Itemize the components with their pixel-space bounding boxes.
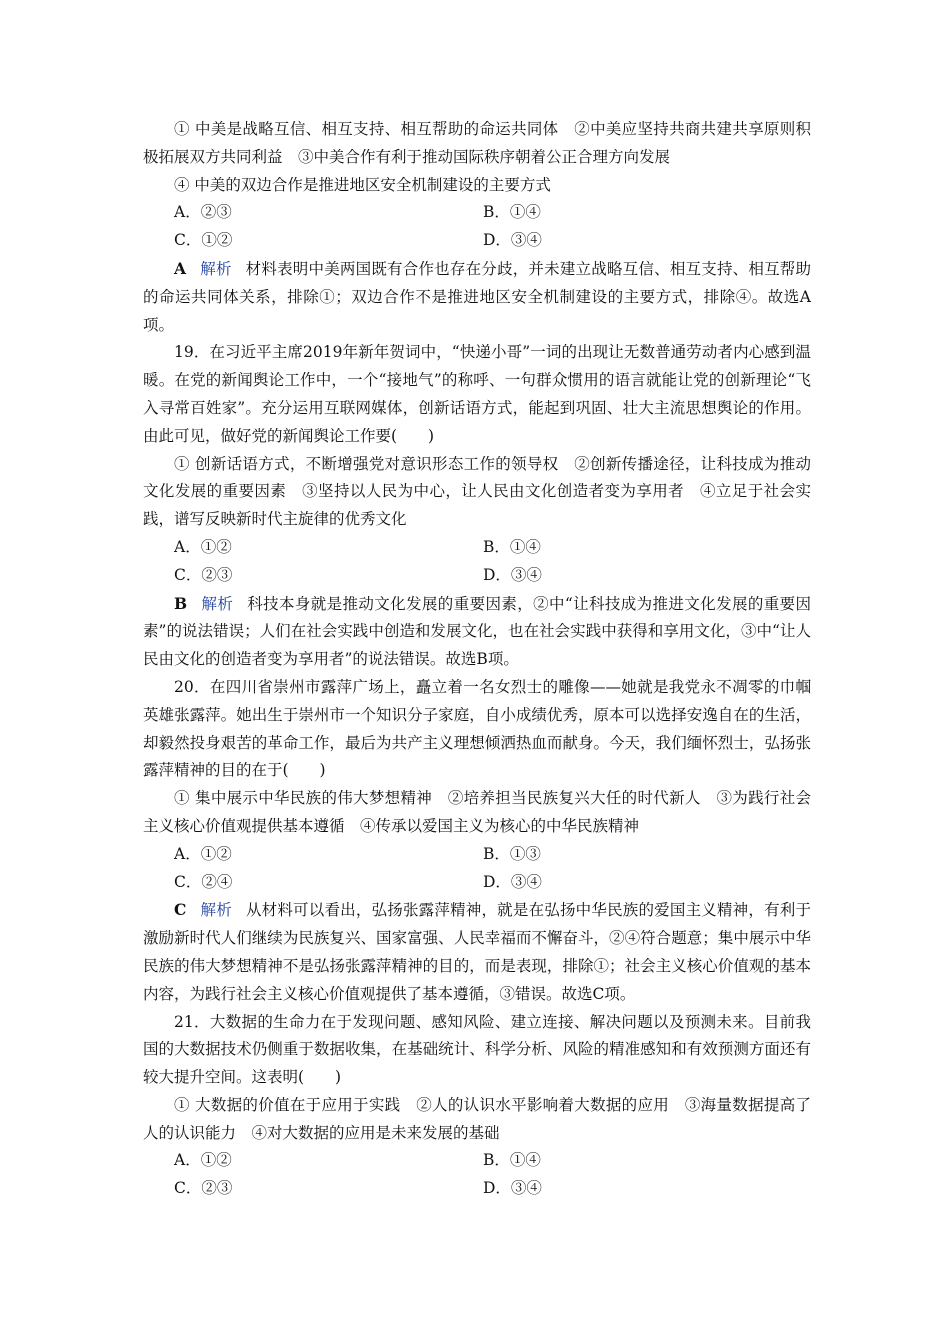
analysis-tag: 解析 bbox=[200, 901, 232, 920]
q21-options-row1 bbox=[143, 1147, 811, 1175]
answer-letter: A bbox=[174, 258, 187, 278]
option-c: C．②④ bbox=[174, 872, 233, 891]
option-d: D．③④ bbox=[483, 565, 542, 584]
q18-statement-4: ④ 中美的双边合作是推进地区安全机制建设的主要方式 bbox=[174, 175, 551, 194]
option-b: B．①④ bbox=[483, 203, 541, 222]
q20-analysis bbox=[143, 896, 811, 1008]
option-d: D．③④ bbox=[483, 231, 542, 250]
analysis-tag: 解析 bbox=[201, 594, 234, 613]
option-b: B．①④ bbox=[483, 1151, 541, 1170]
analysis-text: 从材料可以看出，弘扬张露萍精神，就是在弘扬中华民族的爱国主义精神，有利于激励新时代人们继续为民族复兴、国家富强、人民幸福而不懈奋斗，②④符合题意；集中展示中华民族的伟大梦想精神不是弘扬张露萍精神的目的，而是表现，排除①；社会主义核心价值观的基本内容，为践行社会主义核心价值观提供了基本遵循，③错误。故选C项。 bbox=[143, 901, 811, 1003]
option-a: A．①② bbox=[174, 1151, 232, 1170]
analysis-tag: 解析 bbox=[200, 259, 232, 278]
q19-analysis bbox=[143, 590, 811, 674]
answer-letter: C bbox=[174, 900, 187, 920]
q21-statements: ① 大数据的价值在于应用于实践 ②人的认识水平影响着大数据的应用 ③海量数据提高了人的认识能力 ④对大数据的应用是未来发展的基础 bbox=[143, 1095, 811, 1142]
q20-options-row1 bbox=[143, 841, 811, 869]
option-a: A．①② bbox=[174, 537, 232, 556]
q19-question: 19．在习近平主席2019年新年贺词中，“快递小哥”一词的出现让无数普通劳动者内心感到温暖。在党的新闻舆论工作中，一个“接地气”的称呼、一句群众惯用的语言就能让党的创新理论“飞入寻常百姓家”。充分运用互联网媒体，创新话语方式，能起到巩固、壮大主流思想舆论的作用。由此可见，做好党的新闻舆论工作要( ) bbox=[143, 343, 811, 445]
option-a: A．②③ bbox=[174, 203, 232, 222]
q18-options-row1 bbox=[143, 199, 811, 227]
option-d: D．③④ bbox=[483, 872, 542, 891]
q20-options-row2 bbox=[143, 869, 811, 897]
q19-options-row1 bbox=[143, 534, 811, 562]
analysis-text: 科技本身就是推动文化发展的重要因素，②中“让科技成为推进文化发展的重要因素”的说法错误；人们在社会实践中创造和发展文化，也在社会实践中获得和享用文化，③中“让人民由文化的创造者变为享用者”的说法错误。故选B项。 bbox=[143, 594, 811, 669]
q18-analysis bbox=[143, 255, 811, 339]
option-c: C．②③ bbox=[174, 565, 233, 584]
option-b: B．①④ bbox=[483, 537, 541, 556]
q20-statements: ① 集中展示中华民族的伟大梦想精神 ②培养担当民族复兴大任的时代新人 ③为践行社会主义核心价值观提供基本遵循 ④传承以爱国主义为核心的中华民族精神 bbox=[143, 789, 811, 835]
q19-statements: ① 创新话语方式，不断增强党对意识形态工作的领导权 ②创新传播途径，让科技成为推动文化发展的重要因素 ③坚持以人民为中心，让人民由文化创造者变为享用者 ④立足于社会实践，谱写反映新时代主旋律的优秀文化 bbox=[143, 454, 811, 529]
q18-options-row2 bbox=[143, 227, 811, 255]
document-page bbox=[143, 116, 811, 1203]
q20-question: 20．在四川省崇州市露萍广场上，矗立着一名女烈士的雕像——她就是我党永不凋零的巾帼英雄张露萍。她出生于崇州市一个知识分子家庭，自小成绩优秀，原本可以选择安逸自在的生活，却毅然投身艰苦的革命工作，最后为共产主义理想倾洒热血而献身。今天，我们缅怀烈士，弘扬张露萍精神的目的在于( ) bbox=[143, 677, 811, 780]
q21-question: 21．大数据的生命力在于发现问题、感知风险、建立连接、解决问题以及预测未来。目前我国的大数据技术仍侧重于数据收集，在基础统计、科学分析、风险的精准感知和有效预测方面还有较大提升空间。这表明( ) bbox=[143, 1012, 811, 1087]
option-b: B．①③ bbox=[483, 844, 541, 863]
option-d: D．③④ bbox=[483, 1179, 542, 1198]
q21-options-row2 bbox=[143, 1175, 811, 1203]
option-c: C．①② bbox=[174, 231, 233, 250]
option-c: C．②③ bbox=[174, 1179, 233, 1198]
q19-options-row2 bbox=[143, 562, 811, 590]
analysis-text: 材料表明中美两国既有合作也存在分歧，并未建立战略互信、相互支持、相互帮助的命运共同体关系，排除①；双边合作不是推进地区安全机制建设的主要方式，排除④。故选A项。 bbox=[143, 259, 811, 334]
q18-statements: ① 中美是战略互信、相互支持、相互帮助的命运共同体 ②中美应坚持共商共建共享原则积极拓展双方共同利益 ③中美合作有利于推动国际秩序朝着公正合理方向发展 bbox=[143, 120, 811, 166]
answer-letter: B bbox=[174, 593, 188, 613]
option-a: A．①② bbox=[174, 844, 232, 863]
